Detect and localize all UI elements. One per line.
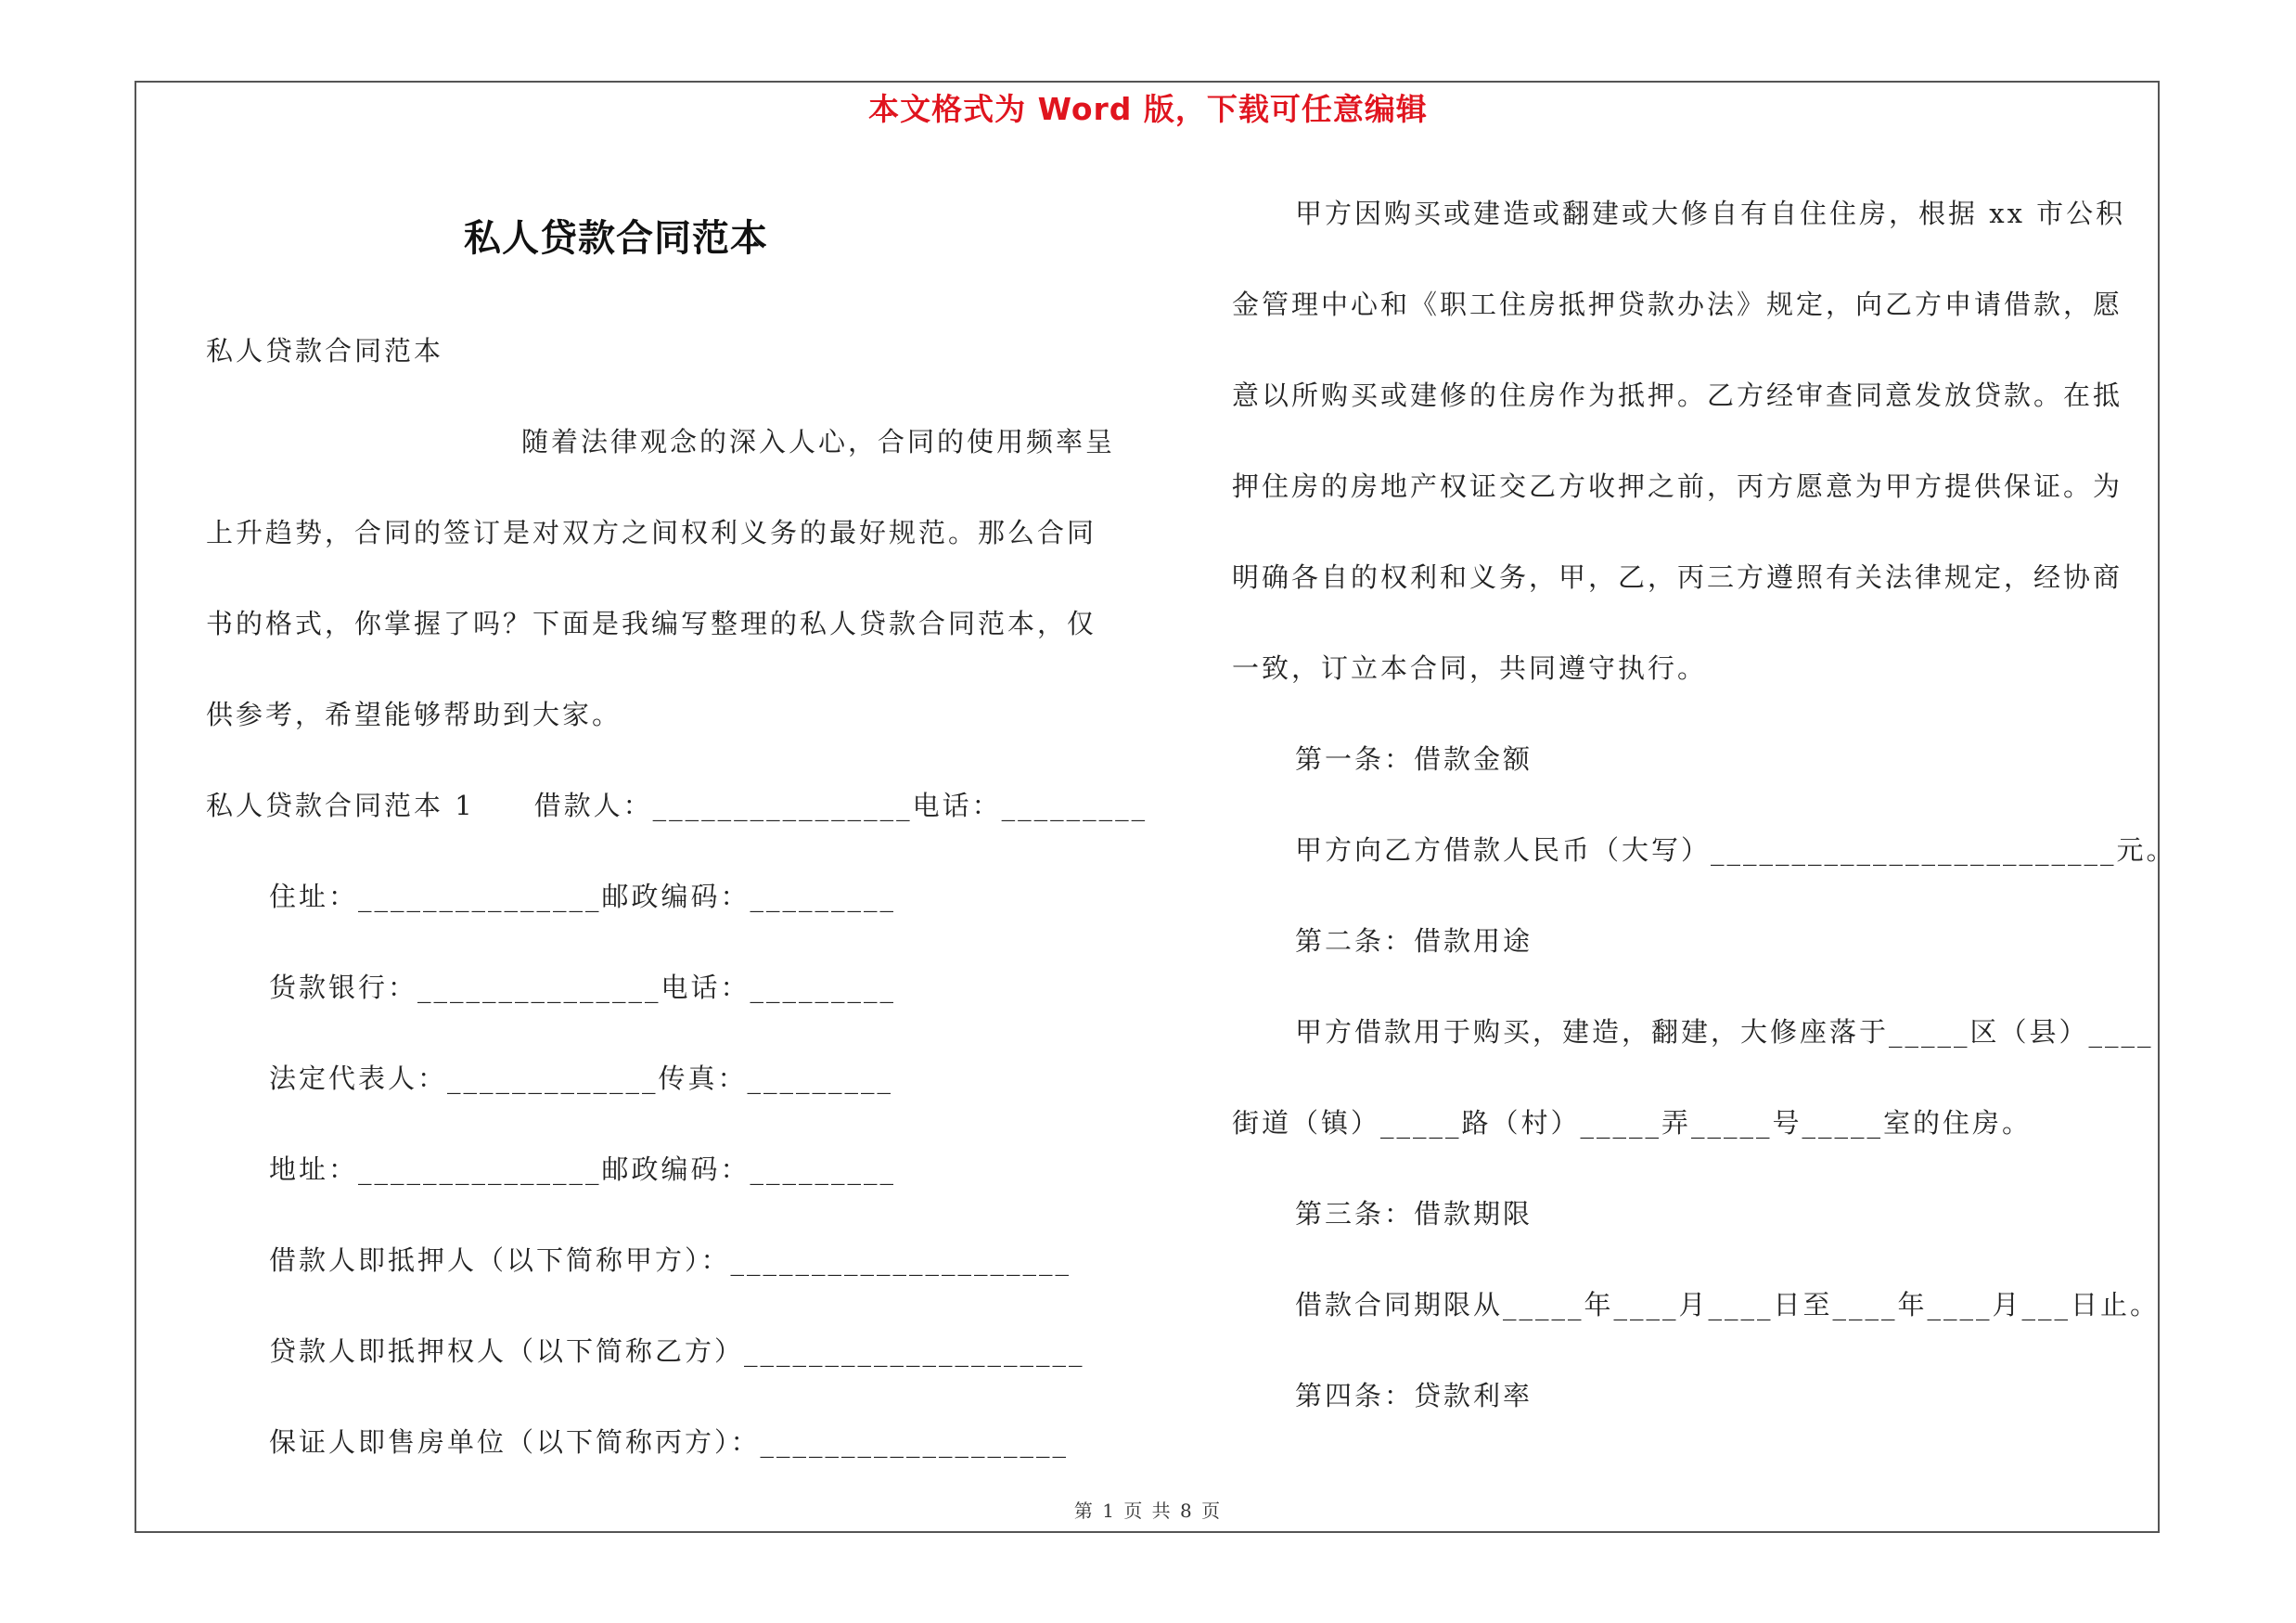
text-line: 一致，订立本合同，共同遵守执行。 xyxy=(1232,652,1708,684)
text-line: 押住房的房地产权证交乙方收押之前，丙方愿意为甲方提供保证。为 xyxy=(1232,470,2123,502)
form-field-line: 保证人即售房单位（以下简称丙方）：___________________ xyxy=(269,1426,1070,1458)
text-line: 随着法律观念的深入人心，合同的使用频率呈 xyxy=(521,426,1116,457)
text-line: 借款合同期限从_____年____月____日至____年____月___日止。 xyxy=(1295,1289,2161,1320)
text-line: 甲方向乙方借款人民币（大写）_________________________元。 xyxy=(1295,834,2176,866)
format-banner: 本文格式为 Word 版，下载可任意编辑 xyxy=(868,91,1428,127)
document-title: 私人贷款合同范本 xyxy=(464,217,768,260)
article-heading: 第一条：借款金额 xyxy=(1295,743,1533,775)
text-line: 甲方借款用于购买，建造，翻建，大修座落于_____区（县）____ xyxy=(1295,1016,2154,1048)
right-column xyxy=(1232,186,2176,1459)
text-line: 金管理中心和《职工住房抵押贷款办法》规定，向乙方申请借款，愿 xyxy=(1232,289,2123,320)
text-line: 上升趋势，合同的签订是对双方之间权利义务的最好规范。那么合同 xyxy=(206,517,1097,548)
article-heading: 第二条：借款用途 xyxy=(1295,925,1533,957)
page-number-footer: 第 1 页 共 8 页 xyxy=(1073,1500,1223,1522)
text-line: 私人贷款合同范本 1 借款人：________________电话：_________ xyxy=(206,790,1148,821)
form-field-line: 贷款人即抵押权人（以下简称乙方）_____________________ xyxy=(269,1335,1085,1367)
article-heading: 第三条：借款期限 xyxy=(1295,1198,1533,1230)
form-field-line: 借款人即抵押人（以下简称甲方）：_____________________ xyxy=(269,1244,1072,1276)
form-field-line: 法定代表人：_____________传真：_________ xyxy=(269,1063,894,1094)
text-line: 明确各自的权利和义务，甲，乙，丙三方遵照有关法律规定，经协商 xyxy=(1232,561,2123,593)
form-field-line: 住址：_______________邮政编码：_________ xyxy=(269,881,897,912)
article-heading: 第四条：贷款利率 xyxy=(1295,1380,1533,1411)
form-field-line: 地址：_______________邮政编码：_________ xyxy=(269,1153,897,1185)
text-line: 甲方因购买或建造或翻建或大修自有自住住房，根据 xx 市公积 xyxy=(1295,198,2126,229)
form-field-line: 货款银行：_______________电话：_________ xyxy=(269,972,897,1003)
text-line: 书的格式，你掌握了吗？下面是我编写整理的私人贷款合同范本，仅 xyxy=(206,608,1097,639)
text-line: 供参考，希望能够帮助到大家。 xyxy=(206,699,622,730)
text-line: 街道（镇）_____路（村）_____弄_____号_____室的住房。 xyxy=(1232,1107,2033,1139)
text-line: 私人贷款合同范本 xyxy=(206,335,444,367)
text-line: 意以所购买或建修的住房作为抵押。乙方经审查同意发放贷款。在抵 xyxy=(1232,380,2123,411)
left-column xyxy=(206,323,1148,1505)
